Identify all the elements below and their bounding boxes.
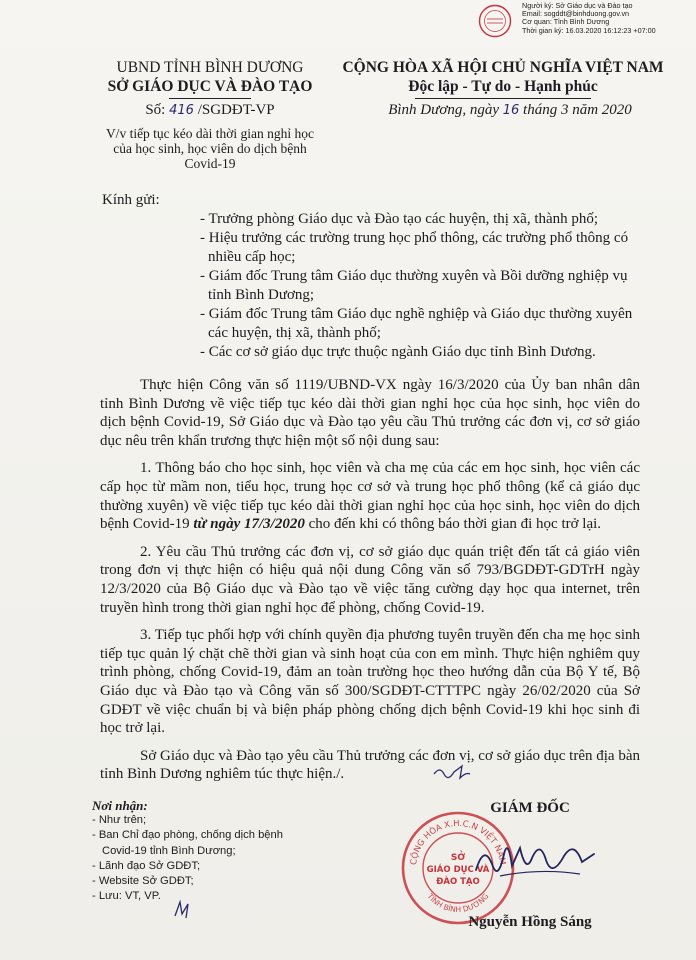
noi-nhan-item: Covid-19 tỉnh Bình Dương; (102, 844, 236, 857)
stamp-ring-text: CỘNG HÒA X.H.C.N VIỆT NAM (409, 818, 507, 866)
p1-emphasis: từ ngày 17/3/2020 (193, 516, 305, 533)
digisig-email: Email: sogddt@binhduong.gov.vn (522, 9, 630, 19)
noi-nhan-item: - Lưu: VT, VP. (92, 890, 161, 903)
document-number (92, 102, 328, 119)
initials-scribble-icon (432, 762, 472, 782)
noi-nhan-title: Nơi nhận: (92, 798, 148, 813)
paragraph-2: 2. Yêu cầu Thủ trưởng các đơn vị, cơ sở giáo dục quán triệt đến tất cả giáo viên trong đơn vị thực hiện có hiệu quả nội dung Công văn số 793/BGDĐT-GDTrH ngày 12/3/2020 của Bộ Giáo dục và Đào tạo về việc tăng cường dạy học qua internet, trên truyền hình trong thời gian nghỉ học để phòng, chống Covid-19. (100, 543, 640, 616)
date-after: tháng 3 năm 2020 (523, 102, 632, 118)
signer-title: GIÁM ĐỐC (490, 800, 570, 816)
signer-name: Nguyễn Hồng Sáng (468, 914, 592, 930)
stamp-center-line: GIÁO DỤC VÀ (426, 865, 490, 875)
issuer-org2: SỞ GIÁO DỤC VÀ ĐÀO TẠO (107, 78, 313, 95)
subject-line: của học sinh, học viên do dịch bệnh (113, 141, 307, 156)
national-header (330, 58, 676, 99)
recipient-list (200, 210, 640, 362)
date-before: Bình Dương, ngày (388, 102, 499, 118)
recipient-item: - Giám đốc Trung tâm Giáo dục nghề nghiệp và Giáo dục thường xuyên các huyện, thị xã, thành phố; (200, 306, 633, 341)
subject (92, 126, 328, 171)
recipient-item: - Giám đốc Trung tâm Giáo dục thường xuyên và Bồi dưỡng nghiệp vụ tỉnh Bình Dương; (200, 268, 628, 303)
paragraph-3: 3. Tiếp tục phối hợp với chính quyền địa phương tuyên truyền đến cha mẹ học sinh tiếp tục quản lý chặt chẽ thời gian và sinh hoạt của con em mình. Thực hiện nghiêm quy trình phòng, chống Covid-19, đảm an toàn trường học theo hướng dẫn của Bộ Y tế, Bộ Giáo dục và Đào tạo và Công văn số 300/SGDĐT-CTTTPC ngày 26/02/2020 của Sở GDĐT về việc chuẩn bị và biện pháp phòng chống dịch bệnh Covid-19 khi học sinh đi học trở lại. (100, 627, 640, 737)
motto-underline (415, 98, 591, 99)
noi-nhan-item: - Website Sở GDĐT; (92, 875, 194, 888)
digisig-signer: Người ký: Sở Giáo dục và Đào tạo (522, 1, 633, 10)
document-date (340, 102, 680, 119)
p1-text-end: cho đến khi có thông báo thời gian đi học trở lại. (308, 516, 602, 533)
document-body (100, 376, 640, 793)
recipient-item: - Hiệu trưởng các trường trung học phổ thông, các trường phổ thông có nhiều cấp học; (200, 230, 629, 265)
subject-line: V/v tiếp tục kéo dài thời gian nghỉ học (105, 126, 315, 141)
noi-nhan-list (92, 813, 342, 904)
issuer-org1: UBND TỈNH BÌNH DƯƠNG (116, 59, 304, 76)
recipients-footer (92, 798, 342, 904)
initials-scribble-icon (172, 898, 196, 920)
intro-paragraph: Thực hiện Công văn số 1119/UBND-VX ngày 16/3/2020 của Ủy ban nhân dân tỉnh Bình Dương về việc tiếp tục kéo dài thời gian nghỉ học của học sinh, học viên do dịch bệnh Covid-19, Sở Giáo dục và Đào tạo yêu cầu Thủ trưởng các đơn vị, cơ sở giáo dục nêu trên khẩn trương thực hiện một số nội dung sau: (100, 377, 640, 449)
date-day-handwritten: 16 (502, 103, 520, 118)
digital-signature-block (478, 2, 692, 40)
doc-number-prefix: Số: (145, 102, 166, 118)
digisig-time: Thời gian ký: 16.03.2020 16:12:23 +07:00 (522, 25, 656, 35)
handwritten-signature-icon (470, 830, 600, 900)
stamp-bottom-text: TỈNH BÌNH DƯƠNG (425, 891, 491, 915)
issuer-header (92, 58, 328, 99)
seal-mini-icon (478, 4, 512, 38)
addressee-label: Kính gửi: (102, 192, 160, 208)
stamp-center-line: ĐÀO TẠO (436, 877, 480, 887)
noi-nhan-item: - Ban Chỉ đạo phòng, chống dịch bệnh (92, 829, 283, 842)
doc-number-handwritten: 416 (169, 103, 194, 118)
doc-number-suffix: /SGDĐT-VP (197, 102, 275, 118)
digisig-agency: Cơ quan: Tỉnh Bình Dương (522, 17, 610, 27)
subject-line: Covid-19 (184, 156, 236, 171)
recipient-item: - Trưởng phòng Giáo dục và Đào tạo các huyện, thị xã, thành phố; (200, 211, 599, 227)
p1-text: 1. Thông báo cho học sinh, học viên và cha mẹ của các em học sinh, học viên các cấp học từ mầm non, tiểu học, trung học cơ sở và trung học phổ thông (kể cả giáo dục thường xuyên) về việc tiếp tục kéo dài thời gian nghỉ học của học sinh, học viên do dịch bệnh Covid-19 (100, 460, 640, 533)
nation-title: CỘNG HÒA XÃ HỘI CHỦ NGHĨA VIỆT NAM (342, 59, 664, 76)
closing-paragraph: Sở Giáo dục và Đào tạo yêu cầu Thủ trưởng các đơn vị, cơ sở giáo dục trên địa bàn tỉnh Bình Dương nghiêm túc thực hiện./. (100, 747, 640, 783)
nation-motto: Độc lập - Tự do - Hạnh phúc (408, 78, 598, 95)
issuer-underline (169, 98, 251, 99)
noi-nhan-item: - Như trên; (92, 814, 147, 827)
stamp-center-line: SỞ (450, 853, 466, 863)
recipient-item: - Các cơ sở giáo dục trực thuộc ngành Giáo dục tỉnh Bình Dương. (200, 344, 596, 360)
paragraph-1 (100, 459, 640, 533)
noi-nhan-item: - Lãnh đạo Sở GDĐT; (92, 859, 201, 872)
